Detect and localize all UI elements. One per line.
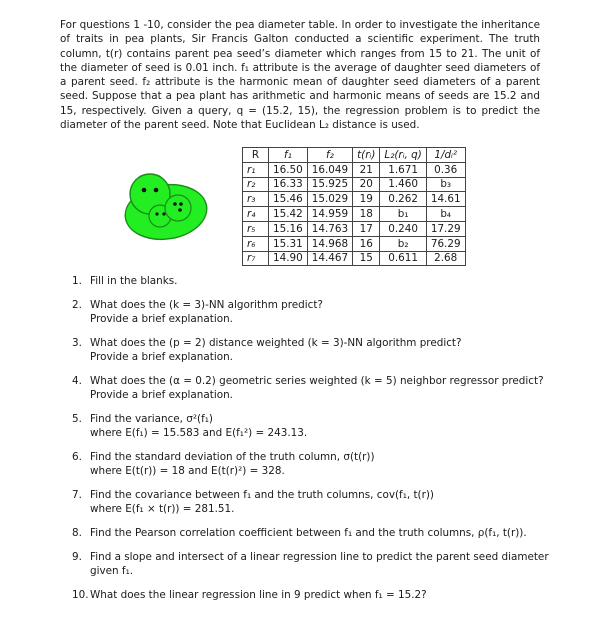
pea-diameter-table <box>242 147 466 266</box>
cell-f2: 15.925 <box>307 177 352 192</box>
header-inverse-distance: 1/dᵢ² <box>426 148 465 163</box>
row-label: r₄ <box>243 207 269 222</box>
row-label: r₅ <box>243 221 269 236</box>
question-list <box>72 274 552 602</box>
cell-f1: 15.42 <box>269 207 308 222</box>
question-number: 1. <box>72 275 82 287</box>
row-label: r₃ <box>243 192 269 207</box>
cell-distance: 0.611 <box>380 251 426 266</box>
question-text: What does the (p = 2) distance weighted (k = 3)-NN algorithm predict? Provide a brief explanation. <box>90 337 462 363</box>
cell-f2: 15.029 <box>307 192 352 207</box>
row-label: r₁ <box>243 162 269 177</box>
cell-distance: 0.240 <box>380 221 426 236</box>
question-text: Find the covariance between f₁ and the truth columns, cov(f₁, t(r)) where E(f₁ × t(r)) = 281.51. <box>90 489 434 515</box>
cell-f1: 15.31 <box>269 236 308 251</box>
intro-paragraph: For questions 1 -10, consider the pea diameter table. In order to investigate the inheritance of traits in pea plants, Sir Francis Galton conducted a scientific experiment. The truth column, t(r) contains parent pea seed’s diameter which ranges from 15 to 21. The unit of the diameter of seed is 0.01 inch. f₁ attribute is the average of daughter seed diameters of a parent seed. f₂ attribute is the harmonic mean of daughter seed diameters of a parent seed. Suppose that a pea plant has arithmetic and harmonic means of seeds are 15.2 and 15, respectively. Given a query, q = (15.2, 15), the regression problem is to predict the diameter of the parent seed. Note that Euclidean L₂ distance is used. <box>60 19 540 132</box>
pea-medium <box>165 195 191 221</box>
question-item <box>72 298 552 326</box>
question-number: 2. <box>72 299 82 311</box>
pea-pod-illustration <box>124 172 216 246</box>
question-text: What does the (k = 3)-NN algorithm predict? Provide a brief explanation. <box>90 299 323 325</box>
cell-truth: 18 <box>353 207 380 222</box>
header-truth: t(rᵢ) <box>353 148 380 163</box>
cell-distance: 1.460 <box>380 177 426 192</box>
cell-inverse-distance: 14.61 <box>426 192 465 207</box>
cell-truth: 20 <box>353 177 380 192</box>
table-header-row <box>243 148 466 163</box>
question-text: Find the variance, σ²(f₁) where E(f₁) = 15.583 and E(f₁²) = 243.13. <box>90 413 308 439</box>
question-number: 6. <box>72 451 82 463</box>
table-row <box>243 162 466 177</box>
cell-truth: 21 <box>353 162 380 177</box>
cell-distance: 0.262 <box>380 192 426 207</box>
table-row <box>243 251 466 266</box>
question-item <box>72 336 552 364</box>
question-number: 5. <box>72 413 82 425</box>
header-f1: f₁ <box>269 148 308 163</box>
table-row <box>243 207 466 222</box>
row-label: r₂ <box>243 177 269 192</box>
question-text: Find the Pearson correlation coefficient between f₁ and the truth columns, ρ(f₁, t(r)). <box>90 527 527 539</box>
header-distance: L₂(rᵢ, q) <box>380 148 426 163</box>
question-item <box>72 526 552 540</box>
table-row <box>243 192 466 207</box>
cell-distance: b₂ <box>380 236 426 251</box>
cell-f2: 14.968 <box>307 236 352 251</box>
question-item <box>72 488 552 516</box>
cell-f2: 14.959 <box>307 207 352 222</box>
cell-inverse-distance: 2.68 <box>426 251 465 266</box>
cell-f2: 14.467 <box>307 251 352 266</box>
cell-f1: 16.50 <box>269 162 308 177</box>
question-number: 4. <box>72 375 82 387</box>
header-f2: f₂ <box>307 148 352 163</box>
cell-f2: 16.049 <box>307 162 352 177</box>
question-text: Find the standard deviation of the truth column, σ(t(r)) where E(t(r)) = 18 and E(t(r)²) = 328. <box>90 451 375 477</box>
table-row <box>243 236 466 251</box>
cell-truth: 16 <box>353 236 380 251</box>
question-text: Fill in the blanks. <box>90 275 178 287</box>
row-label: r₆ <box>243 236 269 251</box>
table-row <box>243 177 466 192</box>
row-label: r₇ <box>243 251 269 266</box>
question-text: What does the linear regression line in 9 predict when f₁ = 15.2? <box>90 589 427 601</box>
cell-inverse-distance: b₄ <box>426 207 465 222</box>
cell-inverse-distance: 0.36 <box>426 162 465 177</box>
cell-truth: 17 <box>353 221 380 236</box>
cell-truth: 19 <box>353 192 380 207</box>
question-item <box>72 412 552 440</box>
header-r: R <box>243 148 269 163</box>
question-item <box>72 550 552 578</box>
question-number: 9. <box>72 551 82 563</box>
question-number: 10. <box>72 589 89 601</box>
question-item <box>72 588 552 602</box>
cell-f1: 15.46 <box>269 192 308 207</box>
question-number: 7. <box>72 489 82 501</box>
cell-distance: 1.671 <box>380 162 426 177</box>
cell-distance: b₁ <box>380 207 426 222</box>
cell-inverse-distance: b₃ <box>426 177 465 192</box>
table-row <box>243 221 466 236</box>
question-item <box>72 274 552 288</box>
cell-truth: 15 <box>353 251 380 266</box>
cell-inverse-distance: 76.29 <box>426 236 465 251</box>
cell-f1: 14.90 <box>269 251 308 266</box>
question-text: What does the (α = 0.2) geometric series weighted (k = 5) neighbor regressor predict? Provide a brief explanation. <box>90 375 544 401</box>
cell-inverse-distance: 17.29 <box>426 221 465 236</box>
cell-f2: 14.763 <box>307 221 352 236</box>
question-item <box>72 450 552 478</box>
question-number: 8. <box>72 527 82 539</box>
question-text: Find a slope and intersect of a linear regression line to predict the parent seed diameter given f₁. <box>90 551 549 577</box>
question-number: 3. <box>72 337 82 349</box>
cell-f1: 16.33 <box>269 177 308 192</box>
question-item <box>72 374 552 402</box>
cell-f1: 15.16 <box>269 221 308 236</box>
